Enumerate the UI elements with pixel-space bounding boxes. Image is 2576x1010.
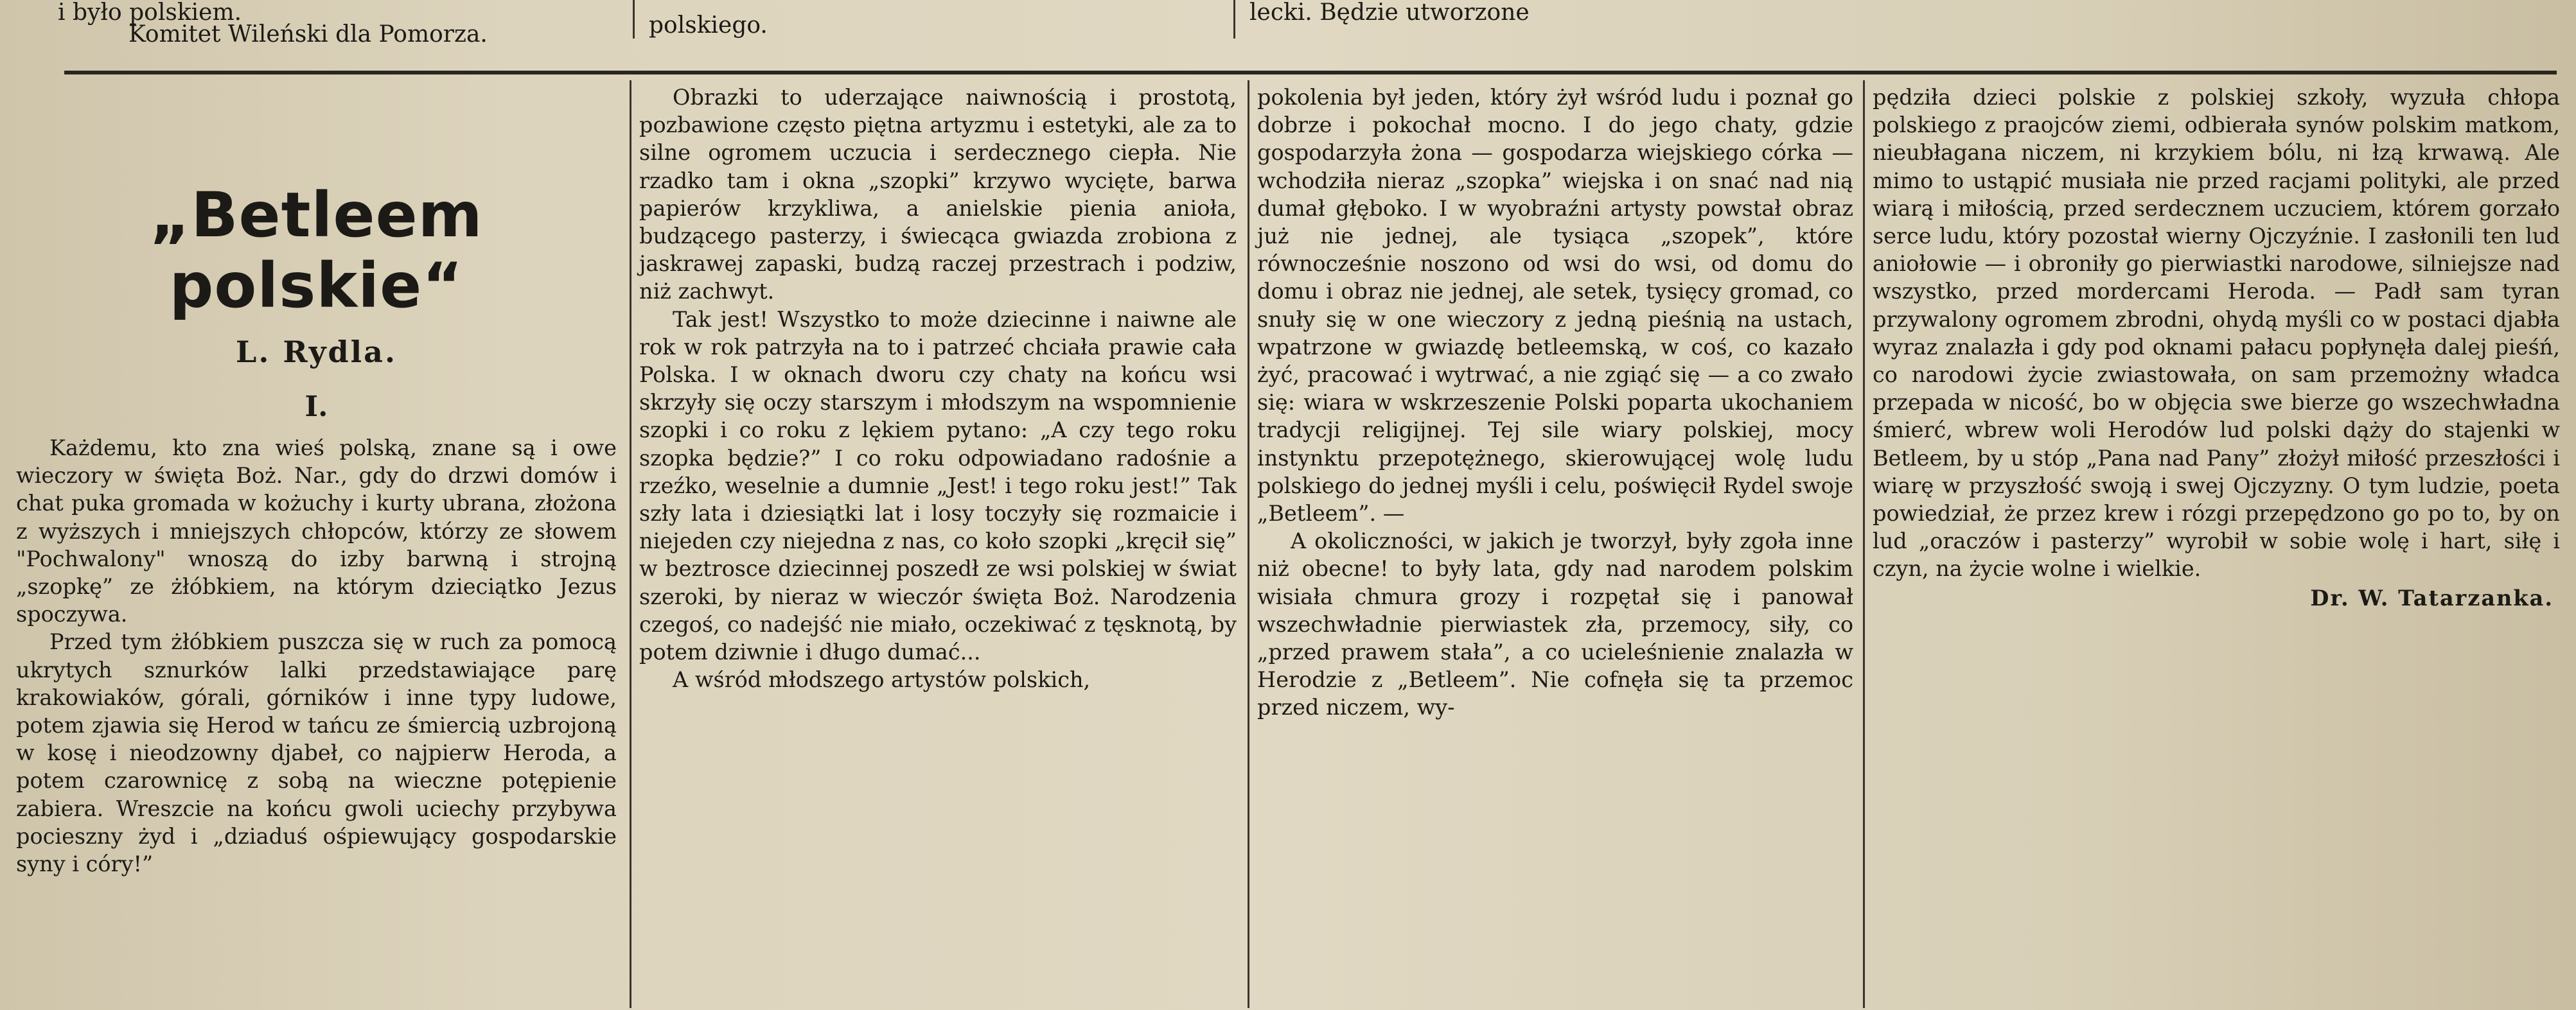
- article-title: „Betleem polskie“: [150, 179, 483, 322]
- paragraph: Każdemu, kto zna wieś polską, znane są i owe wieczory w święta Boż. Nar., gdy do drzwi domów i chat puka gromada w kożuchy i kurty ubrana, złożona z wyższych i mniejszych chłopców, którzy ze słowem "Pochwalony" wnoszą do izby barwną i strojną „szopkę” ze żłóbkiem, na którym dzieciątko Jezus spoczywa.: [16, 435, 617, 627]
- top-column-rule: [1233, 0, 1235, 39]
- article-column-3: [1257, 83, 1853, 722]
- column-rule: [1248, 80, 1249, 1008]
- article-column-1: [16, 83, 617, 878]
- section-number: I.: [304, 390, 328, 423]
- top-column-rule: [633, 0, 635, 39]
- top-middle-fragment: polskiego.: [649, 12, 768, 39]
- top-right-fragment: lecki. Będzie utworzone: [1249, 0, 1530, 26]
- section-rule: [64, 71, 2557, 74]
- article-signature: Dr. W. Tatarzanka.: [2310, 585, 2554, 611]
- paragraph: pokolenia był jeden, który żył wśród ludu i poznał go dobrze i pokochał mocno. I do jego chaty, gdzie gospodarzyła żona — gospodarza wiejskiego córka — wchodziła nieraz „szopka” wiejska i on snać nad nią dumał głęboko. I w wyobraźni artysty powstał obraz już nie jednej, ale tysiąca „szopek”, które równocześnie noszono od wsi do wsi, od domu do domu i obraz nie jednej, ale setek, tysięcy gromad, co snuły się w one wieczory z jedną pieśnią na ustach, wpatrzone w gwiazdę betleemską, w coś, co kazało żyć, pracować i wytrwać, a nie zgiąć się — a co zwało się: wiara w wskrzeszenie Polski poparta ukochaniem tradycji religijnej. Tej sile wiary polskiej, mocy instynktu przepotężnego, skierowującej wolę ludu polskiego do jednej myśli i celu, poświęcił Rydel swoje „Betleem”. —: [1257, 85, 1853, 527]
- article-column-4: [1873, 83, 2560, 612]
- article-column-2: [639, 83, 1237, 693]
- top-left-line2: Komitet Wileński dla Pomorza.: [128, 21, 488, 48]
- column-rule: [1863, 80, 1865, 1008]
- paragraph: A wśród młodszego artystów polskich,: [673, 667, 1091, 693]
- paragraph: Tak jest! Wszystko to może dziecinne i naiwne ale rok w rok patrzyła na to i patrzeć chciała prawie cała Polska. I w oknach dworu czy chaty na końcu wsi skrzyły się oczy starszym i młodszym na wspomnienie szopki i co roku z lękiem pytano: „A czy tego roku szopka będzie?” I co roku odpowiadano radośnie a rzeźko, weselnie a dumnie „Jest! i tego roku jest!” Tak szły lata i dziesiątki lat i losy toczyły się rozmaicie i niejeden czy niejedna z nas, co koło szopki „kręcił się” w beztrosce dziecinnej poszedł ze wsi polskiej w świat szeroki, by nieraz w wieczór święta Boż. Narodzenia czegoś, co nadejść nie miało, oczekiwać z tęsknotą, by potem dziwnie i długo dumać...: [639, 306, 1237, 665]
- article-author: L. Rydla.: [236, 335, 397, 369]
- previous-article-fragments: [0, 0, 2576, 71]
- top-left-line1: i było polskiem.: [58, 0, 242, 26]
- paragraph: Przed tym żłóbkiem puszcza się w ruch za pomocą ukrytych sznurków lalki przedstawiające parę krakowiaków, górali, górników i inne typy ludowe, potem zjawia się Herod w tańcu ze śmiercią uzbrojoną w kosę i nieodzowny djabeł, co najpierw Heroda, a potem czarownicę z sobą na wieczne potępienie zabiera. Wreszcie na końcu gwoli uciechy przybywa pocieszny żyd i „dziaduś ośpiewujący gospodarskie syny i córy!”: [16, 629, 617, 877]
- column-rule: [630, 80, 631, 1008]
- paragraph: A okoliczności, w jakich je tworzył, były zgoła inne niż obecne! to były lata, gdy nad narodem polskim wisiała chmura grozy i rozpętał się i panował wszechwładnie pierwiastek zła, przemocy, siły, co „przed prawem stała”, a co ucieleśnienie znalazła w Herodzie z „Betleem”. Nie cofnęła się ta przemoc przed niczem, wy-: [1257, 528, 1853, 720]
- paragraph: Obrazki to uderzające naiwnością i prostotą, pozbawione często piętna artyzmu i estetyki, ale za to silne ogromem uczucia i serdecznego ciepła. Nie rzadko tam i okna „szopki” krzywo wycięte, barwa papierów krzykliwa, a anielskie pienia anioła, budzącego pasterzy, i świecąca gwiazda zrobiona z jaskrawej zapaski, budzą raczej przestrach i podziw, niż zachwyt.: [639, 85, 1237, 304]
- paragraph: pędziła dzieci polskie z polskiej szkoły, wyzuła chłopa polskiego z praojców ziemi, odbierała synów polskim matkom, nieubłagana niczem, ni krzykiem bólu, ni łzą krwawą. Ale mimo to ustąpić musiała nie przed racjami polityki, ale przed wiarą i miłością, przed serdecznem uczuciem, którem gorzało serce ludu, który pozostał wierny Ojczyźnie. I zasłonili ten lud aniołowie — i obroniły go pierwiastki narodowe, silniejsze nad wszystko, przed mordercami Heroda. — Padł sam tyran przywalony ogromem zbrodni, ohydą myśli co w postaci djabła wyraz znalazła i gdy pod oknami pałacu popłynęła dalej pieśń, co narodowi życie zwiastowała, on sam przemożny władca przepada w nicość, bo w objęcia swe bierze go wszechwładna śmierć, wbrew woli Herodów lud polski dąży do stajenki w Betleem, by u stóp „Pana nad Pany” złożył miłość przeszłości i wiarę w przyszłość swoją i swej Ojczyzny. O tym ludzie, poeta powiedział, że przez krew i rózgi przepędzono go po to, by on lud „oraczów i pasterzy” wyrobił w sobie wolę i hart, siłę i czyn, na życie wolne i wielkie.: [1873, 85, 2560, 582]
